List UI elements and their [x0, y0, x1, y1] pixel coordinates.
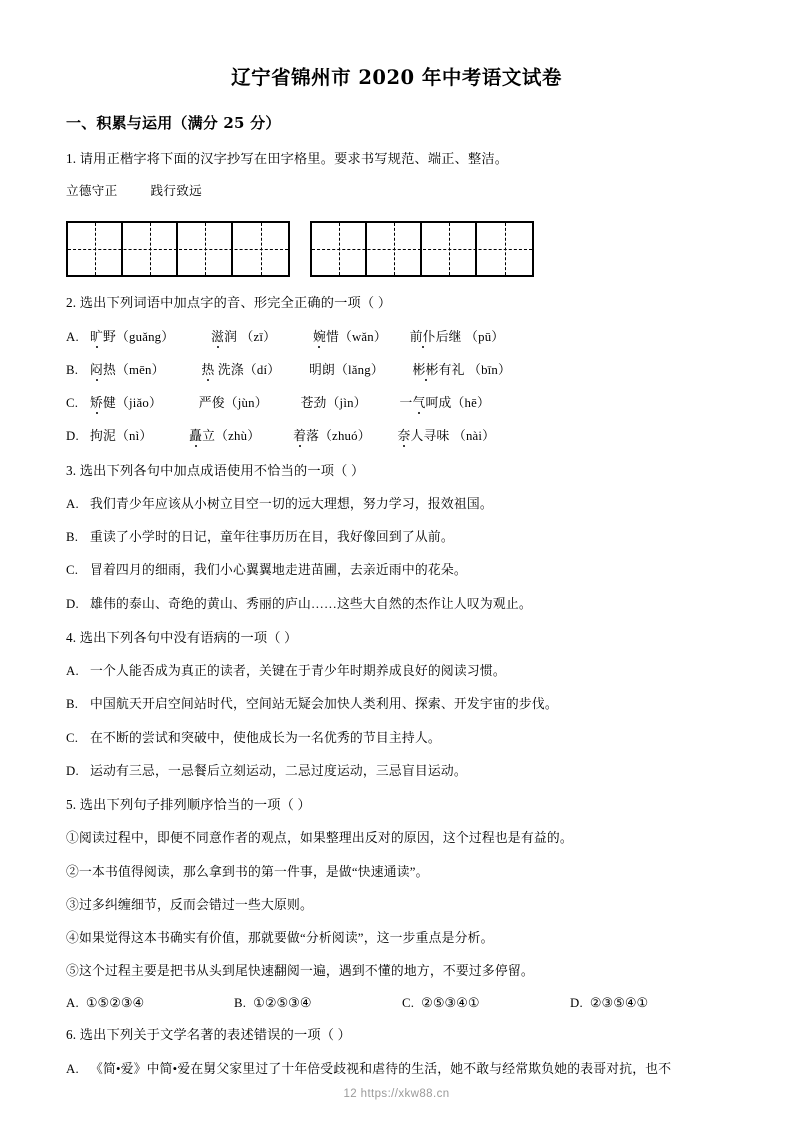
option-text [90, 427, 727, 446]
word-3: 前仆后继 （pū） [409, 329, 505, 344]
question-4-text: 选出下列各句中没有语病的一项（ ） [79, 629, 298, 645]
option-text: 一个人能否成为真正的读者，关键在于青少年时期养成良好的阅读习惯。 [90, 664, 506, 679]
question-5-sentence-1: ①阅读过程中，即便不同意作者的观点，如果整理出反对的原因，这个过程也是有益的。 [66, 831, 573, 846]
phrase-right: 践行致远 [150, 184, 203, 199]
option-label: D. [66, 429, 79, 444]
option-label: B. [66, 362, 79, 377]
option-text [90, 328, 727, 347]
question-4-stem [66, 628, 727, 648]
question-2-option-c[interactable] [66, 394, 727, 413]
option-label: C. [66, 396, 79, 411]
question-5-sentence-5: ⑤这个过程主要是把书从头到尾快速翻阅一遍，遇到不懂的地方，不要过多停留。 [66, 964, 534, 979]
option-label: A. [66, 497, 79, 511]
word-2: 着落（zhuó） [293, 429, 371, 444]
word-1: 矗立（zhù） [189, 429, 261, 444]
question-5-stem [66, 795, 727, 815]
option-label: A. [66, 1061, 79, 1076]
option-text: 中国航天开启空间站时代，空间站无疑会加快人类利用、探索、开发宇宙的步伐。 [90, 697, 558, 712]
word-2: 苍劲（jìn） [300, 396, 367, 411]
question-6-option-a[interactable] [66, 1060, 727, 1079]
tianzige-cell[interactable] [477, 223, 532, 275]
word-0: 闷热（mēn） [90, 362, 165, 377]
question-2-option-a[interactable] [66, 328, 727, 347]
page-title: 辽宁省锦州市 2020 年中考语文试卷 [231, 66, 562, 89]
question-3-number: 3. [66, 462, 77, 478]
option-text [90, 361, 727, 380]
question-1-text: 请用正楷字将下面的汉字抄写在田字格里。要求书写规范、端正、整洁。 [79, 151, 509, 166]
option-label: B. [66, 697, 79, 712]
option-text: 冒着四月的细雨，我们小心翼翼地走进苗圃，去亲近雨中的花朵。 [90, 563, 467, 578]
option-label: A. [66, 329, 79, 344]
question-5-options [66, 996, 727, 1011]
option-label: C. [402, 996, 415, 1011]
word-0: 旷野（guǎng） [90, 329, 175, 344]
option-text: ①②⑤③④ [253, 996, 312, 1011]
word-1: 严俊（jùn） [198, 396, 268, 411]
question-2-option-b[interactable] [66, 361, 727, 380]
option-label: D. [570, 996, 583, 1011]
word-0: 矫健（jiǎo） [90, 396, 162, 411]
question-3-option-a[interactable] [66, 495, 727, 514]
option-text [90, 394, 727, 413]
question-5-sentence-4: ④如果觉得这本书确实有价值，那就要做“分析阅读”，这一步重点是分析。 [66, 930, 494, 945]
option-label: C. [66, 563, 79, 578]
tianzige-cell[interactable] [422, 223, 477, 275]
word-0: 拘泥（nì） [90, 429, 153, 444]
question-6-text: 选出下列关于文学名著的表述错误的一项（ ） [79, 1027, 352, 1043]
option-text: 雄伟的泰山、奇绝的黄山、秀丽的庐山……这些大自然的杰作让人叹为观止。 [90, 596, 532, 611]
question-5-sentence-2: ②一本书值得阅读，那么拿到书的第一件事，是做“快速通读”。 [66, 864, 429, 879]
question-6-stem [66, 1025, 727, 1045]
question-2-text: 选出下列词语中加点字的音、形完全正确的一项（ ） [79, 295, 392, 311]
option-label: D. [66, 763, 79, 778]
word-1b: 洗涤（dí） [217, 362, 281, 377]
tianzige-cell[interactable] [123, 223, 178, 275]
question-4-number: 4. [66, 629, 77, 645]
tianzige-block-2[interactable] [310, 221, 534, 277]
tianzige-block-1[interactable] [66, 221, 290, 277]
question-3-option-b[interactable] [66, 528, 727, 547]
question-5-text: 选出下列句子排列顺序恰当的一项（ ） [79, 796, 311, 812]
option-text: 《简•爱》中简•爱在舅父家里过了十年倍受歧视和虐待的生活，她不敢与经常欺负她的表哥对抗，也不 [90, 1061, 672, 1076]
option-text: ②③⑤④① [589, 996, 649, 1011]
tianzige-grid [66, 221, 727, 277]
question-1-number: 1. [66, 151, 77, 166]
question-5-sentence-3: ③过多纠缠细节，反而会错过一些大原则。 [66, 897, 313, 912]
tianzige-cell[interactable] [367, 223, 422, 275]
option-text: ②⑤③④① [421, 996, 480, 1011]
word-1: 热 [201, 362, 215, 377]
option-label: D. [66, 596, 79, 611]
word-2: 明朗（lǎng） [309, 362, 384, 377]
option-label: A. [66, 996, 79, 1011]
tianzige-cell[interactable] [178, 223, 233, 275]
tianzige-cell[interactable] [68, 223, 123, 275]
question-2-option-d[interactable] [66, 427, 727, 446]
tianzige-cell[interactable] [233, 223, 288, 275]
question-4-option-c[interactable] [66, 729, 727, 748]
question-4-option-b[interactable] [66, 695, 727, 714]
word-2: 婉惜（wǎn） [312, 329, 387, 344]
section-heading: 一、积累与运用（满分 25 分） [66, 114, 281, 132]
question-3-option-c[interactable] [66, 561, 727, 580]
word-3: 奈人寻味 （nài） [397, 429, 496, 444]
question-4-option-d[interactable] [66, 762, 727, 781]
question-5-option-a[interactable] [66, 996, 234, 1011]
question-4-option-a[interactable] [66, 662, 727, 681]
question-5-number: 5. [66, 796, 77, 812]
question-3-stem [66, 461, 727, 481]
word-3: 一气呵成（hē） [399, 396, 490, 411]
question-1-stem [66, 149, 727, 169]
question-5-option-b[interactable] [234, 996, 402, 1011]
option-label: C. [66, 730, 79, 745]
word-3: 彬彬有礼 （bīn） [412, 362, 512, 377]
option-text: 在不断的尝试和突破中，使他成长为一名优秀的节目主持人。 [90, 730, 441, 745]
question-2-number: 2. [66, 295, 77, 311]
option-text: 运动有三忌，一忌餐后立刻运动，二忌过度运动，三忌盲目运动。 [90, 763, 467, 778]
word-1: 滋润 （zī） [211, 329, 277, 344]
option-label: B. [66, 530, 79, 545]
option-text: 重读了小学时的日记，童年往事历历在目，我好像回到了从前。 [90, 530, 454, 545]
question-1-phrases [66, 182, 727, 201]
question-2-stem [66, 293, 727, 313]
tianzige-cell[interactable] [312, 223, 367, 275]
phrase-left: 立德守正 [66, 184, 118, 199]
page-footer: 12 https://xkw88.cn [343, 1088, 450, 1100]
question-3-option-d[interactable] [66, 595, 727, 614]
option-text: ①⑤②③④ [85, 996, 145, 1011]
question-5-option-c[interactable] [402, 996, 570, 1011]
option-text: 我们青少年应该从小树立目空一切的远大理想，努力学习，报效祖国。 [90, 497, 493, 511]
page-content [0, 112, 793, 1079]
question-5-option-d[interactable] [570, 996, 738, 1011]
option-label: B. [234, 996, 247, 1011]
option-label: A. [66, 664, 79, 679]
question-6-number: 6. [66, 1027, 77, 1043]
question-3-text: 选出下列各句中加点成语使用不恰当的一项（ ） [79, 462, 365, 478]
